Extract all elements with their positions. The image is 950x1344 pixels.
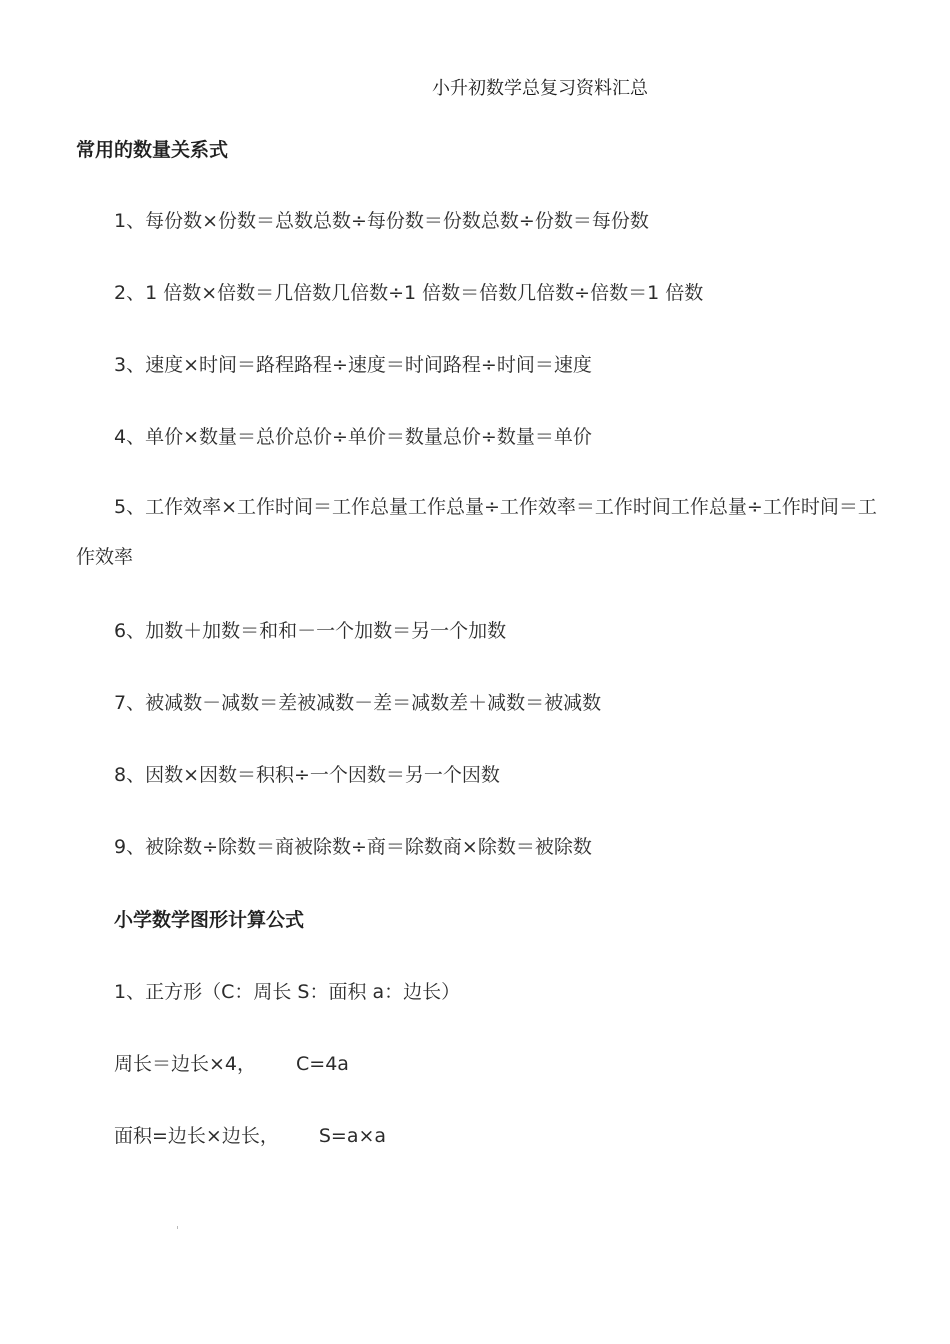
square-perimeter-line	[114, 1049, 349, 1076]
area-formula: S=a×a	[318, 1125, 387, 1147]
section-heading-geometry-formulas: 小学数学图形计算公式	[114, 909, 305, 931]
square-subheading: 1、正方形（C：周长 S：面积 a：边长）	[114, 981, 461, 1003]
formula-line-7: 7、被减数－减数＝差被减数－差＝减数差＋减数＝被减数	[114, 692, 602, 714]
scan-speck	[177, 1226, 178, 1229]
perimeter-formula: C=4a	[296, 1053, 349, 1075]
area-text: 面积=边长×边长，	[114, 1125, 279, 1147]
section-heading-quantity-relations: 常用的数量关系式	[76, 139, 229, 161]
formula-line-2: 2、1 倍数×倍数＝几倍数几倍数÷1 倍数＝倍数几倍数÷倍数＝1 倍数	[114, 282, 704, 304]
formula-line-1: 1、每份数×份数＝总数总数÷每份数＝份数总数÷份数＝每份数	[114, 210, 649, 232]
square-area-line	[114, 1121, 386, 1148]
formula-line-9: 9、被除数÷除数＝商被除数÷商＝除数商×除数＝被除数	[114, 836, 592, 858]
formula-line-5: 5、工作效率×工作时间＝工作总量工作总量÷工作效率＝工作时间工作总量÷工作时间＝工作效率	[76, 496, 877, 568]
formula-line-8: 8、因数×因数＝积积÷一个因数＝另一个因数	[114, 764, 500, 786]
document-title: 小升初数学总复习资料汇总	[432, 78, 648, 99]
formula-line-6: 6、加数＋加数＝和和－一个加数＝另一个加数	[114, 620, 507, 642]
formula-line-4: 4、单价×数量＝总价总价÷单价＝数量总价÷数量＝单价	[114, 426, 592, 448]
formula-line-3: 3、速度×时间＝路程路程÷速度＝时间路程÷时间＝速度	[114, 354, 592, 376]
perimeter-text: 周长＝边长×4，	[114, 1053, 257, 1075]
